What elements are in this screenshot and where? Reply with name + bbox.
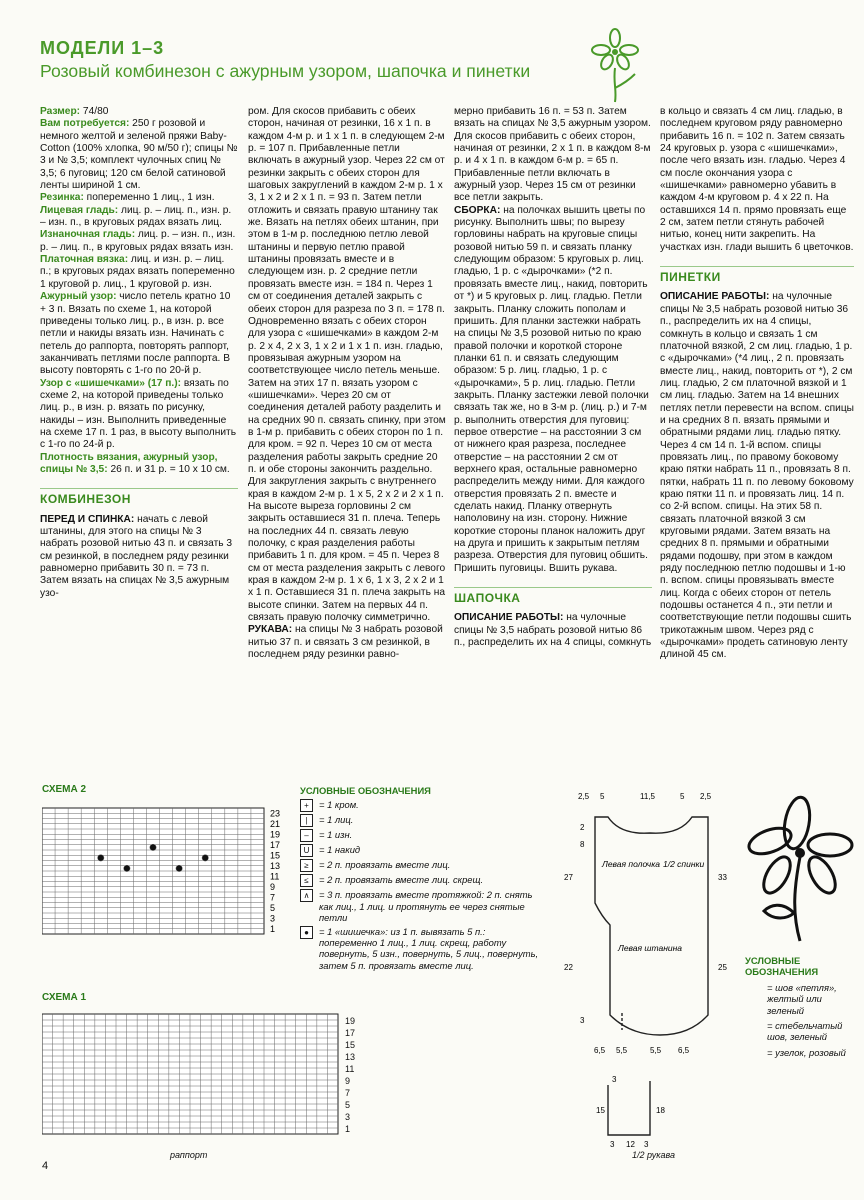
pattern-dimension: 3 <box>610 1140 615 1149</box>
schema-1-title: СХЕМА 1 <box>42 992 87 1003</box>
schema-1-grid <box>42 1012 342 1137</box>
column-1: Размер: 74/80 Вам потребуется: 250 г розовой и немного желтой и зеленой пряжи Baby-Cotton (100% хлопка, 90 м/50 г); спицы № 3 и № 3,5; комплект чулочных спиц № 3,5; 6 пуговиц; 120 см белой сатиновой ленты шириной 1 см. Резинка: попеременно 1 лиц., 1 изн. Лицевая гладь: лиц. р. – лиц. п., изн. р. – изн. п., в круговых рядах вязать лиц. Изнаночная гладь: лиц. р. – изн. п., изн. р. – лиц. п., в круговых рядах вязать изн. Платочная вязка: лиц. и изн. р. – лиц. п.; в круговых рядах вязать попеременно 1 круговой р. лиц., 1 круговой р. изн. Ажурный узор: число петель кратно 10 + 3 п. Вязать по схеме 1, на которой приведены только лиц. р., в изн. р. все петли и накиды вязать изн. Начинать с петель до раппорта, повторять раппорт, заканчивать петлями после раппорта. В высоту повторять с 1-го по 20-й р. Узор с «шишечками» (17 п.): вязать по схеме 2, на которой приведены только лиц. р., в изн. р. вязать по рисунку, накиды – изн. Выполнить приведенные на схеме 17 п. 1 раз, в высоту выполнить с 1-го по 24-й р. Плотность вязания, ажурный узор, спицы № 3,5: 26 п. и 31 р. = 10 х 10 см. КОМБИНЕЗОН ПЕРЕД И СПИНКА: начать с левой штанины, для этого на спицы № 3 набрать розовой нитью 43 п. и связать 3 см резинкой, в последнем ряду резинки равномерно прибавить 30 п. = 73 п. Затем вязать на спицах № 3,5 ажурным узо- <box>40 106 238 599</box>
section-overalls: КОМБИНЕЗОН <box>40 488 238 505</box>
schema-2-row-number: 1 <box>270 923 276 934</box>
schema-1-row-number: 7 <box>345 1088 351 1098</box>
legend-text: = 1 лиц. <box>319 814 354 826</box>
rapport-label: раппорт <box>170 1150 208 1160</box>
legend-item <box>300 926 545 972</box>
bobble-mark <box>202 855 208 861</box>
left-front-label: Левая полочка <box>602 859 660 869</box>
pattern-dimension: 15 <box>596 1106 605 1115</box>
legend-item <box>300 814 545 827</box>
legend-text: = 1 кром. <box>319 799 359 811</box>
schema-1-row-number: 3 <box>345 1112 351 1122</box>
schema-2-row-number: 3 <box>270 913 276 924</box>
legend-item <box>300 889 545 923</box>
schema-1-row-number: 11 <box>345 1064 355 1074</box>
legend-symbol-icon: ≤ <box>300 874 313 887</box>
schema-1-row-number: 13 <box>345 1052 356 1062</box>
pattern-dimension: 6,5 <box>594 1046 606 1055</box>
legend-symbol-icon: | <box>300 814 313 827</box>
schema-2-row-number: 23 <box>270 808 281 819</box>
legend-item <box>300 874 545 887</box>
pattern-dimension: 33 <box>718 873 727 882</box>
legend-symbol-icon: U <box>300 844 313 857</box>
pattern-dimension: 3 <box>612 1075 617 1084</box>
pattern-dimension: 12 <box>626 1140 635 1149</box>
schema-1-row-number: 15 <box>345 1040 356 1050</box>
schema-1-row-number: 17 <box>345 1028 356 1038</box>
column-4: в кольцо и связать 4 см лиц. гладью, в последнем круговом ряду равномерно прибавить 16 п. = 102 п. Затем связать 24 круговых р. узора с «шишечками», после чего вязать изн. гладью. Через 4 см после окончания узора с «шишечками» равномерно убавить в каждом 4-м круговом р. 4 х 22 п. На оставшихся 14 п. прямо провязать еще 2 см, затем петли стянуть рабочей нитью, конец нити закрепить. На участках изн. глади вышить 6 цветочков. ПИНЕТКИ ОПИСАНИЕ РАБОТЫ: на чулочные спицы № 3,5 набрать розовой нитью 36 п., распределить их на 4 спицы, сомкнуть в кольцо и связать 1 см платочной вязкой, 2 см лиц. гладью, 1 р. с «дырочками» (*4 лиц., 2 п. провязать вместе лиц., накид, повторить от *), 2 см лиц. гладью, 2 см платочной вязкой и 1 см лиц. гладью. Затем на 14 внешних петлях петли перевести на вспом. спицы и на средних 8 п. вязать прямыми и обратными рядами лиц. гладью пятку. Через 4 см 14 п. 1-й вспом. спицы провязать лиц., по правому боковому краю пятки набрать 11 п., провязать 8 п. пятки, набрать 11 п. по левому боковому краю пятки 11 п. и провязать лиц. 14 п. со 2-й вспом. спицы. На этих 58 п. связать платочной вязкой 3 см круговыми рядами. Затем вязать на средних 8 п. прямыми и обратными рядами подошву, при этом в каждом ряду последнюю петлю подошвы и 1-ю п. вспом. спицы провязывать вместе лиц. Когда с обеих сторон от петель подошвы останется 4 п., эти петли и соответствующие петли подошвы сшить трикотажным швом. Через ряд с «дырочками» продеть сатиновую ленту длиной 45 см. <box>660 106 854 661</box>
schema-1-row-number: 19 <box>345 1016 356 1026</box>
bobble-mark <box>176 865 182 871</box>
schema-2-row-number: 15 <box>270 850 281 861</box>
legend-text: = 1 изн. <box>319 829 353 841</box>
bobble-mark <box>98 855 104 861</box>
legend-symbol-icon: ≥ <box>300 859 313 872</box>
legend-item <box>300 859 545 872</box>
schema-2-row-number: 19 <box>270 829 281 840</box>
pattern-diagram <box>560 785 740 1155</box>
legend-text: = 3 п. провязать вместе протяжкой: 2 п. снять как лиц., 1 лиц. и протянуть ее через снятые петли <box>319 889 533 924</box>
legend-2-item: = узелок, розовый <box>767 1046 846 1058</box>
pattern-dimension: 8 <box>580 840 585 849</box>
bobble-mark <box>124 865 130 871</box>
bobble-mark <box>150 844 156 850</box>
pattern-dimension: 5 <box>680 792 685 801</box>
legend-text: = 2 п. провязать вместе лиц. <box>319 859 451 871</box>
half-sleeve-label: 1/2 рукава <box>632 1150 675 1160</box>
section-booties: ПИНЕТКИ <box>660 266 854 283</box>
legend-text: = 1 «шишечка»: из 1 п. вывязать 5 п.: попеременно 1 лиц., 1 лиц. скрещ, работу повернуть, 5 изн., повернуть, 5 лиц., повернуть, затем 5 п. провязать вместе лиц. <box>319 925 539 971</box>
legend-item <box>300 799 545 812</box>
pattern-dimension: 3 <box>644 1140 649 1149</box>
pattern-dimension: 5 <box>600 792 605 801</box>
pattern-dimension: 2,5 <box>700 792 712 801</box>
flower-icon <box>585 28 645 103</box>
pattern-dimension: 3 <box>580 1016 585 1025</box>
pattern-dimension: 5,5 <box>616 1046 628 1055</box>
legend-item <box>300 829 545 842</box>
schema-2-row-number: 17 <box>270 839 281 850</box>
legend-symbol-icon: + <box>300 799 313 812</box>
schema-2-grid <box>42 806 292 936</box>
legend-text: = 2 п. провязать вместе лиц. скрещ. <box>319 874 484 886</box>
pattern-dimension: 22 <box>564 963 573 972</box>
schema-1-row-number: 9 <box>345 1076 351 1086</box>
column-3: мерно прибавить 16 п. = 53 п. Затем вязать на спицах № 3,5 ажурным узором. Для скосов прибавить с обеих сторон, начиная от резинки, 2 х 1 п. в каждом 8-м р. и 4 х 1 п. в каждом 6-м р. = 65 п. Прибавленные петли включать в ажурный узор. Через 15 см от резинки все петли закрыть. СБОРКА: на полочках вышить цветы по рисунку. Выполнить швы; по вырезу горловины набрать на круговые спицы розовой нитью 59 п. и связать планку следующим образом: 5 круговых р. лиц. гладью, 1 р. с «дырочками» (*2 п. провязать вместе лиц., накид, повторить от *) и 5 круговых р. лиц. гладью. Петли закрыть. Планку сложить пополам и пришить. Для планки застежки набрать на спицы № 3,5 розовой нитью по краю правой полочки и короткой стороне планки 61 п. и связать следующим образом: 5 р. лиц. гладью, 1 р. с «дырочками», 5 р. лиц. гладью. Петли закрыть. Планку застежки левой полочки связать так же, но в 3-м р. (лиц. р.) и 7-м р. выполнить отверстия для пуговиц: первое отверстие – на расстоянии 3 см от нижнего края разреза, последнее отверстие – на расстоянии 2 см от верхнего края, остальные равномерно распределить между ними. Для каждого отверстия провязать 2 п. вместе и сделать накид. Планку отвернуть наполовину на изн. сторону. Нижние короткие стороны планок наложить друг на друга и пришить к закрытым петлям разреза. Отверстия для пуговиц обшить. Пришить пуговицы. Вшить рукава. ШАПОЧКА ОПИСАНИЕ РАБОТЫ: на чулочные спицы № 3,5 набрать розовой нитью 86 п., распределить их на 4 спицы, сомкнуть <box>454 106 652 649</box>
schema-1-row-number: 1 <box>345 1124 351 1134</box>
legend-symbol-icon: ∧ <box>300 889 313 902</box>
schema-2-row-number: 21 <box>270 818 281 829</box>
legend-item <box>300 844 545 857</box>
pattern-dimension: 6,5 <box>678 1046 690 1055</box>
legend-2-item: = стебельчатый шов, зеленый <box>767 1020 843 1043</box>
legend-symbols: УСЛОВНЫЕ ОБОЗНАЧЕНИЯ + = 1 кром. | = 1 лиц. – = 1 изн. U = 1 накид ≥ = 2 п. провязать вместе лиц. ≤ = 2 п. провязать вместе лиц. скрещ. ∧ = 3 п. провязать вместе протяжкой: 2 п. снять как лиц., 1 лиц. и протянуть ее через снятые петли ● = 1 «шишечка»: из 1 п. вывязать 5 п.: попеременно 1 лиц., 1 лиц. скрещ, работу повернуть, 5 изн., повернуть, 5 лиц., повернуть, затем 5 п. провязать вместе лиц. <box>300 785 545 973</box>
embroidery-flower-icon <box>742 793 854 943</box>
pattern-dimension: 25 <box>718 963 727 972</box>
legend-text: = 1 накид <box>319 844 361 856</box>
pattern-dimension: 5,5 <box>650 1046 662 1055</box>
half-back-label: 1/2 спинки <box>663 859 705 869</box>
schema-1-row-number: 5 <box>345 1100 351 1110</box>
schema-2-row-number: 5 <box>270 902 276 913</box>
page-number: 4 <box>42 1160 49 1172</box>
schema-2-row-number: 7 <box>270 892 276 903</box>
models-label: МОДЕЛИ 1–3 <box>40 38 165 58</box>
page-title: Розовый комбинезон с ажурным узором, шапочка и пинетки <box>40 61 531 81</box>
pattern-dimension: 18 <box>656 1106 665 1115</box>
left-leg-label: Левая штанина <box>618 943 683 953</box>
schema-2-row-number: 11 <box>270 871 280 882</box>
section-hat: ШАПОЧКА <box>454 587 652 604</box>
pattern-dimension: 27 <box>564 873 573 882</box>
schema-2-row-number: 9 <box>270 881 276 892</box>
schema-1-row-numbers <box>345 1015 355 1135</box>
legend-symbol-icon: ● <box>300 926 313 939</box>
pattern-dimension: 2 <box>580 823 585 832</box>
pattern-dimension: 11,5 <box>640 792 655 801</box>
pattern-dimension: 2,5 <box>578 792 590 801</box>
schema-2-title: СХЕМА 2 <box>42 784 87 795</box>
schema-2-row-number: 13 <box>270 860 281 871</box>
legend-2-item: = шов «петля», желтый или зеленый <box>767 981 837 1016</box>
legend-embroidery: УСЛОВНЫЕ ОБОЗНАЧЕНИЯ = шов «петля», желтый или зеленый = стебельчатый шов, зеленый = узелок, розовый <box>745 955 855 1058</box>
column-2: ром. Для скосов прибавить с обеих сторон, начиная от резинки, 16 х 1 п. в каждом 4-м р. и 1 х 1 п. в следующем 2-м р. = 107 п. Прибавленные петли включать в ажурный узор. Через 22 см от резинки закрыть с обеих сторон для шаговых закруглений в каждом 2-м р. 1 х 3, 1 х 2 и 2 х 1 п. = 93 п. Затем петли отложить и связать правую штанину так же. Вязать на петлях обеих штанин, при этом в 1-м р. последнюю петлю левой штанины и первую петлю правой штанины провязать вместе и в следующем изн. р. 2 средние петли провязать вместе изн. = 184 п. Через 1 см от соединения деталей закрыть с обеих сторон для разреза по 3 п. = 178 п. Одновременно вязать с обеих сторон для узора с «шишечками» в каждом 2-м р. 2 х 4, 2 х 3, 1 х 2 и 1 х 1 п. изн. гладью, провязывая ажурным узором на соответствующее число петель меньше. Затем на этих 17 п. вязать узором с «шишечками». Через 20 см от соединения деталей работу разделить и на средних 90 п. связать спинку, при этом в 1-м р. прибавить с обеих сторон по 1 п. для кром. = 92 п. Через 10 см от места разделения работы закрыть средние 20 п. и обе стороны закончить раздельно. Для закругления закрыть с внутреннего края в каждом 2-м р. 1 х 5, 2 х 2 и 2 х 1 п. На высоте выреза горловины 2 см закрыть оставшиеся 31 п. плеча. Теперь на последних 44 п. связать левую полочку, с края разделения работы прибавить 1 п. для кром. = 45 п. Через 8 см от места разделения закрыть с левого края в каждом 2-м р. 1 х 6, 1 х 3, 2 х 2 и 1 х 1 п. Оставшиеся 31 п. плеча закрыть на высоте спинки. Затем на первых 44 п. связать правую полочку симметрично. РУКАВА: на спицы № 3 набрать розовой нитью 37 п. и связать 3 см резинкой, в последнем ряду резинки равно- <box>248 106 446 661</box>
legend-symbol-icon: – <box>300 829 313 842</box>
